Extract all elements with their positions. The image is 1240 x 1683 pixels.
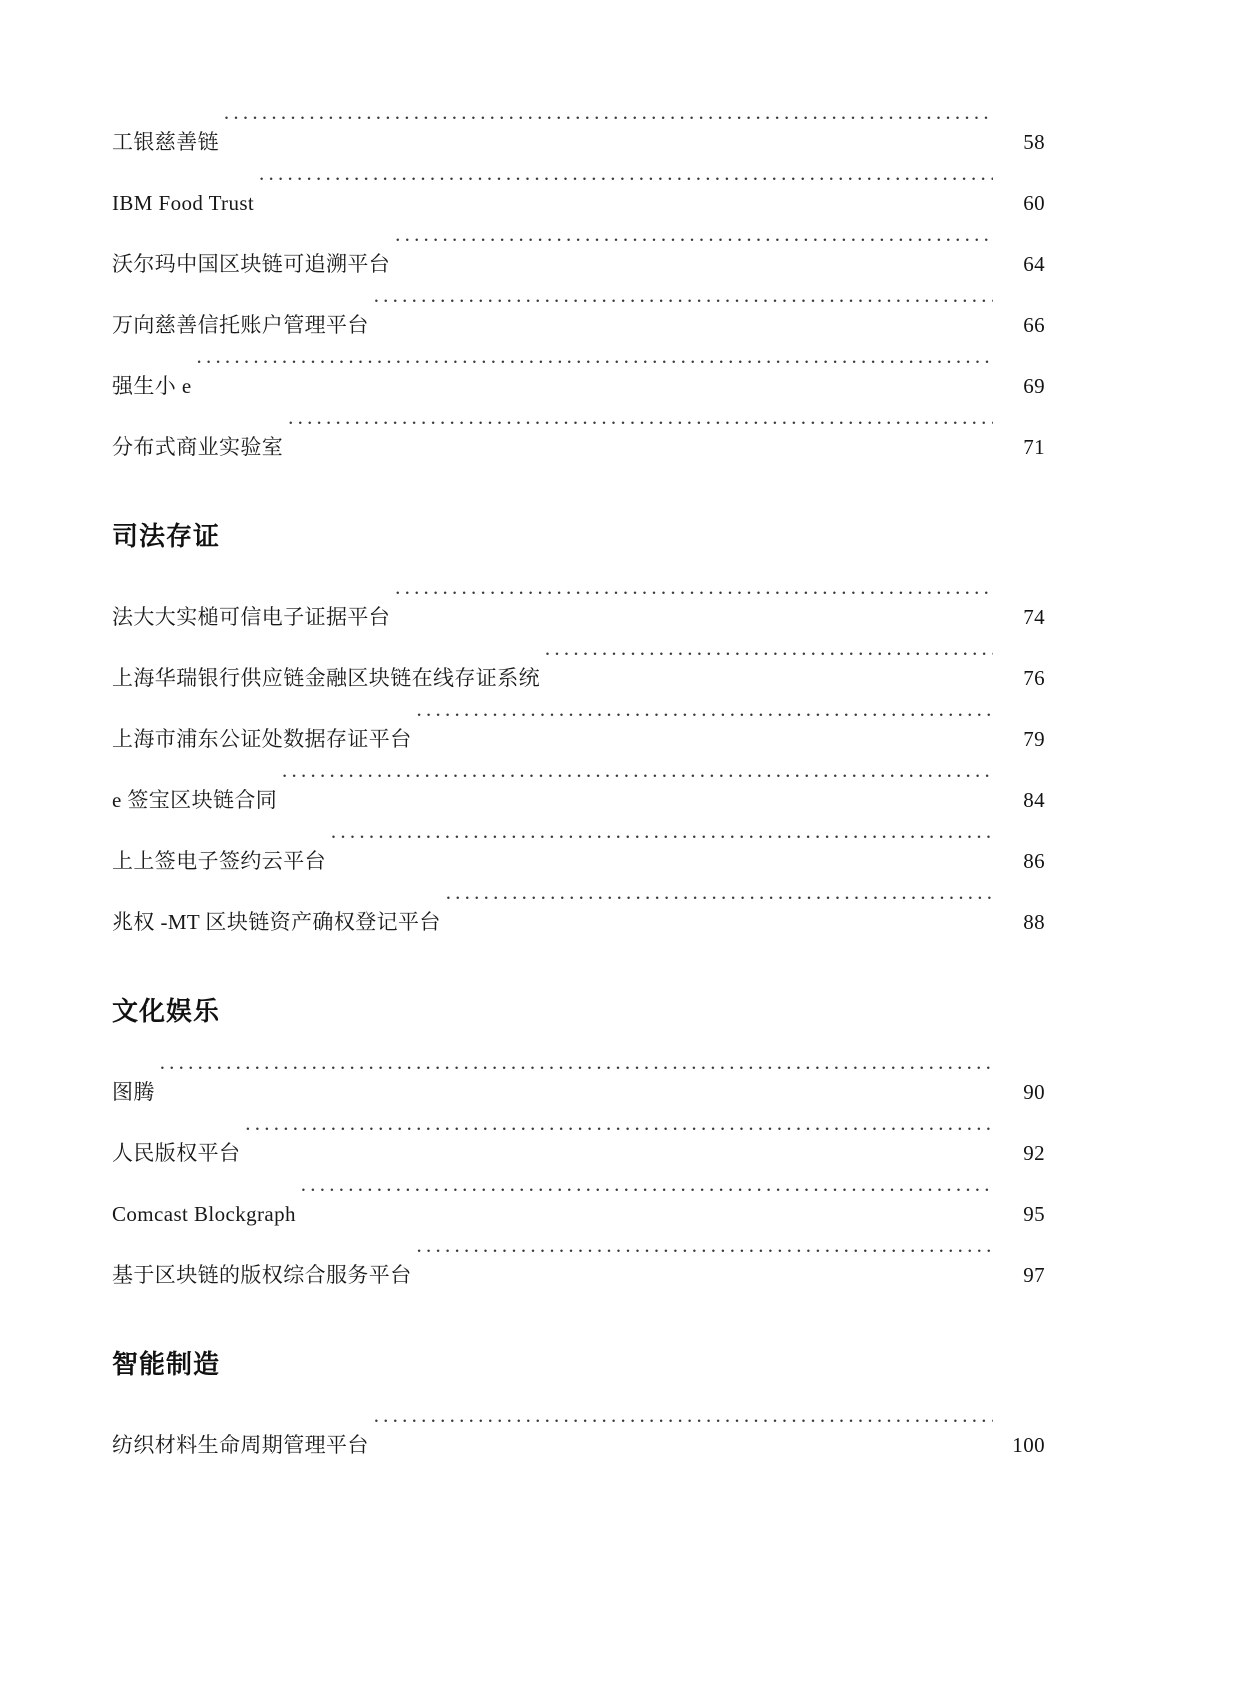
toc-entry[interactable] xyxy=(112,1160,1045,1226)
toc-entry-leader xyxy=(373,271,993,332)
toc-section xyxy=(112,991,1045,1287)
toc-entry-title: IBM Food Trust xyxy=(112,191,255,215)
toc-entry-title: 分布式商业实验室 xyxy=(112,435,284,459)
toc-section xyxy=(112,1344,1045,1457)
toc-section-heading: 智能制造 xyxy=(112,1349,221,1379)
toc-entry-page: 66 xyxy=(1023,313,1045,337)
toc-entry-leader xyxy=(196,332,993,393)
toc-section xyxy=(112,516,1045,934)
toc-entry-page: 92 xyxy=(1023,1141,1045,1165)
toc-entry-title: 沃尔玛中国区块链可追溯平台 xyxy=(112,252,391,276)
toc-entry-title: 上海华瑞银行供应链金融区块链在线存证系统 xyxy=(112,666,540,690)
toc-entry-title: 强生小 e xyxy=(112,374,192,398)
toc-entry-leader xyxy=(287,393,993,454)
toc-entry[interactable] xyxy=(112,1099,1045,1165)
toc-entry-title: 上海市浦东公证处数据存证平台 xyxy=(112,727,412,751)
toc-entry-leader xyxy=(416,685,993,746)
toc-entry-title: e 签宝区块链合同 xyxy=(112,788,278,812)
toc-entry[interactable] xyxy=(112,332,1045,398)
toc-entry-leader xyxy=(281,746,993,807)
toc-entry-leader xyxy=(416,1221,993,1282)
toc-entry-title: 工银慈善链 xyxy=(112,130,219,154)
toc-entry-page: 60 xyxy=(1023,191,1045,215)
toc-section-heading: 司法存证 xyxy=(112,521,221,551)
toc-section xyxy=(112,88,1045,459)
toc-entry-page: 64 xyxy=(1023,252,1045,276)
toc-entry-page: 100 xyxy=(1012,1433,1045,1457)
toc-entry-leader xyxy=(300,1160,993,1221)
toc-entry-page: 69 xyxy=(1023,374,1045,398)
toc-entry-title: 纺织材料生命周期管理平台 xyxy=(112,1433,369,1457)
toc-entry-title: 图腾 xyxy=(112,1080,155,1104)
toc-entry[interactable] xyxy=(112,1391,1045,1457)
toc-entry[interactable] xyxy=(112,149,1045,215)
toc-entry[interactable] xyxy=(112,88,1045,154)
toc-entry-leader xyxy=(394,210,993,271)
toc-entry-leader xyxy=(223,88,993,149)
toc-entry-page: 84 xyxy=(1023,788,1045,812)
toc-entry-page: 97 xyxy=(1023,1263,1045,1287)
toc-entry-title: 上上签电子签约云平台 xyxy=(112,849,326,873)
toc-entry-page: 79 xyxy=(1023,727,1045,751)
toc-entry-page: 71 xyxy=(1023,435,1045,459)
toc-entry-leader xyxy=(330,807,993,868)
toc-entry-title: 基于区块链的版权综合服务平台 xyxy=(112,1263,412,1287)
toc-entry[interactable] xyxy=(112,1038,1045,1104)
toc-entry-page: 58 xyxy=(1023,130,1045,154)
toc-entry-leader xyxy=(544,624,993,685)
toc-entry-leader xyxy=(244,1099,993,1160)
toc-entry-page: 88 xyxy=(1023,910,1045,934)
toc-entry-title: Comcast Blockgraph xyxy=(112,1202,296,1226)
table-of-contents xyxy=(112,88,1045,1457)
toc-entry-leader xyxy=(159,1038,993,1099)
toc-entry-page: 74 xyxy=(1023,605,1045,629)
toc-entry-page: 90 xyxy=(1023,1080,1045,1104)
toc-entry-title: 万向慈善信托账户管理平台 xyxy=(112,313,369,337)
toc-entry-page: 86 xyxy=(1023,849,1045,873)
toc-entry-title: 人民版权平台 xyxy=(112,1141,241,1165)
toc-entry-leader xyxy=(373,1391,993,1452)
toc-entry-title: 法大大实槌可信电子证据平台 xyxy=(112,605,391,629)
toc-entry-leader xyxy=(394,563,993,624)
toc-entry-page: 95 xyxy=(1023,1202,1045,1226)
toc-section-heading: 文化娱乐 xyxy=(112,996,221,1026)
toc-entry-leader xyxy=(445,868,993,929)
toc-entry[interactable] xyxy=(112,393,1045,459)
toc-entry-title: 兆权 -MT 区块链资产确权登记平台 xyxy=(112,910,441,934)
toc-entry[interactable] xyxy=(112,563,1045,629)
toc-entry-leader xyxy=(258,149,993,210)
toc-entry-page: 76 xyxy=(1023,666,1045,690)
